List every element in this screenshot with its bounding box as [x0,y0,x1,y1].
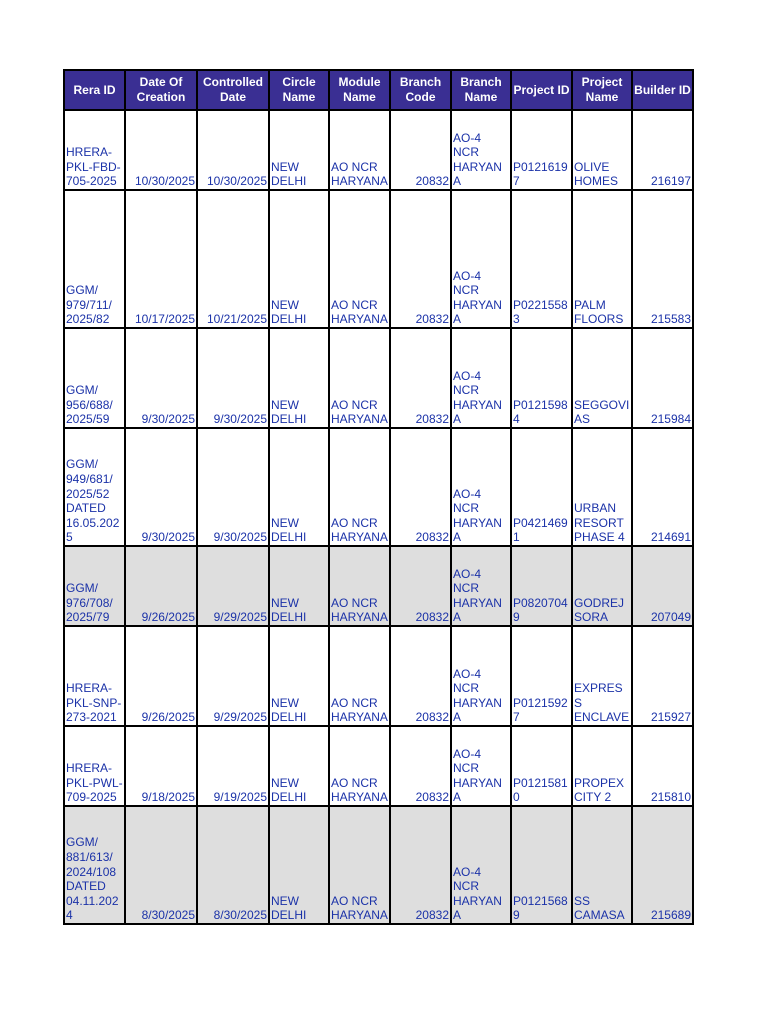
rera-id-cell: GGM/ 976/708/ 2025/79 [64,546,125,626]
module-name-cell: AO NCR HARYANA [329,626,390,726]
rera-id-cell: GGM/ 881/613/ 2024/108 DATED 04.11.202 4 [64,806,125,924]
col-header-project-name: Project Name [572,70,632,110]
controlled-date-cell: 9/29/2025 [197,546,269,626]
project-id-cell: P0820704 9 [511,546,572,626]
project-id-cell: P0121598 4 [511,328,572,428]
module-name-cell: AO NCR HARYANA [329,328,390,428]
col-header-rera-id: Rera ID [64,70,125,110]
col-header-builder-id: Builder ID [632,70,693,110]
controlled-date-cell: 10/30/2025 [197,110,269,190]
branch-code-cell: 20832 [390,428,451,546]
builder-id-cell: 215810 [632,726,693,806]
date-of-creation-cell: 9/30/2025 [125,328,197,428]
circle-name-cell: NEW DELHI [269,428,329,546]
rera-id-cell: GGM/ 979/711/ 2025/82 [64,190,125,328]
date-of-creation-cell: 9/30/2025 [125,428,197,546]
branch-code-cell: 20832 [390,726,451,806]
builder-id-cell: 215984 [632,328,693,428]
header-row [64,70,693,110]
branch-name-cell: AO-4 NCR HARYANA [451,726,511,806]
col-header-module-name: Module Name [329,70,390,110]
controlled-date-cell: 9/30/2025 [197,328,269,428]
branch-name-cell: AO-4 NCR HARYANA [451,110,511,190]
builder-id-cell: 216197 [632,110,693,190]
project-name-cell: PALM FLOORS [572,190,632,328]
table-row [64,546,693,626]
project-name-cell: URBAN RESORT PHASE 4 [572,428,632,546]
project-table [63,69,694,925]
builder-id-cell: 207049 [632,546,693,626]
project-name-cell: OLIVE HOMES [572,110,632,190]
col-header-circle-name: Circle Name [269,70,329,110]
branch-name-cell: AO-4 NCR HARYANA [451,328,511,428]
module-name-cell: AO NCR HARYANA [329,726,390,806]
project-name-cell: PROPEX CITY 2 [572,726,632,806]
branch-code-cell: 20832 [390,190,451,328]
rera-id-cell: GGM/ 956/688/ 2025/59 [64,328,125,428]
branch-code-cell: 20832 [390,806,451,924]
table-row [64,428,693,546]
circle-name-cell: NEW DELHI [269,726,329,806]
col-header-project-id: Project ID [511,70,572,110]
project-name-cell: SS CAMASA [572,806,632,924]
date-of-creation-cell: 8/30/2025 [125,806,197,924]
rera-id-cell: HRERA- PKL-SNP- 273-2021 [64,626,125,726]
module-name-cell: AO NCR HARYANA [329,110,390,190]
project-id-cell: P0121619 7 [511,110,572,190]
rera-id-cell: HRERA- PKL-FBD- 705-2025 [64,110,125,190]
circle-name-cell: NEW DELHI [269,110,329,190]
branch-code-cell: 20832 [390,626,451,726]
table-row [64,726,693,806]
circle-name-cell: NEW DELHI [269,328,329,428]
branch-code-cell: 20832 [390,110,451,190]
controlled-date-cell: 9/19/2025 [197,726,269,806]
project-id-cell: P0121581 0 [511,726,572,806]
table-row [64,626,693,726]
table-row [64,110,693,190]
date-of-creation-cell: 10/17/2025 [125,190,197,328]
col-header-branch-name: Branch Name [451,70,511,110]
project-id-cell: P0421469 1 [511,428,572,546]
col-header-branch-code: Branch Code [390,70,451,110]
module-name-cell: AO NCR HARYANA [329,428,390,546]
builder-id-cell: 215583 [632,190,693,328]
rera-id-cell: GGM/ 949/681/ 2025/52 DATED 16.05.202 5 [64,428,125,546]
circle-name-cell: NEW DELHI [269,546,329,626]
project-id-cell: P0121592 7 [511,626,572,726]
module-name-cell: AO NCR HARYANA [329,190,390,328]
circle-name-cell: NEW DELHI [269,806,329,924]
date-of-creation-cell: 10/30/2025 [125,110,197,190]
table-row [64,190,693,328]
project-name-cell: EXPRESS ENCLAVE [572,626,632,726]
project-name-cell: SEGGOVI AS [572,328,632,428]
project-id-cell: P0121568 9 [511,806,572,924]
branch-name-cell: AO-4 NCR HARYANA [451,546,511,626]
circle-name-cell: NEW DELHI [269,626,329,726]
branch-name-cell: AO-4 NCR HARYANA [451,806,511,924]
date-of-creation-cell: 9/26/2025 [125,546,197,626]
circle-name-cell: NEW DELHI [269,190,329,328]
rera-id-cell: HRERA- PKL-PWL- 709-2025 [64,726,125,806]
branch-name-cell: AO-4 NCR HARYANA [451,626,511,726]
date-of-creation-cell: 9/18/2025 [125,726,197,806]
table-row [64,328,693,428]
controlled-date-cell: 10/21/2025 [197,190,269,328]
module-name-cell: AO NCR HARYANA [329,546,390,626]
branch-code-cell: 20832 [390,546,451,626]
project-name-cell: GODREJ SORA [572,546,632,626]
builder-id-cell: 215689 [632,806,693,924]
table-row [64,806,693,924]
module-name-cell: AO NCR HARYANA [329,806,390,924]
builder-id-cell: 215927 [632,626,693,726]
branch-name-cell: AO-4 NCR HARYANA [451,428,511,546]
controlled-date-cell: 9/30/2025 [197,428,269,546]
date-of-creation-cell: 9/26/2025 [125,626,197,726]
col-header-controlled-date: Controlled Date [197,70,269,110]
controlled-date-cell: 8/30/2025 [197,806,269,924]
branch-code-cell: 20832 [390,328,451,428]
project-id-cell: P0221558 3 [511,190,572,328]
controlled-date-cell: 9/29/2025 [197,626,269,726]
branch-name-cell: AO-4 NCR HARYANA [451,190,511,328]
builder-id-cell: 214691 [632,428,693,546]
col-header-date-of-creation: Date Of Creation [125,70,197,110]
